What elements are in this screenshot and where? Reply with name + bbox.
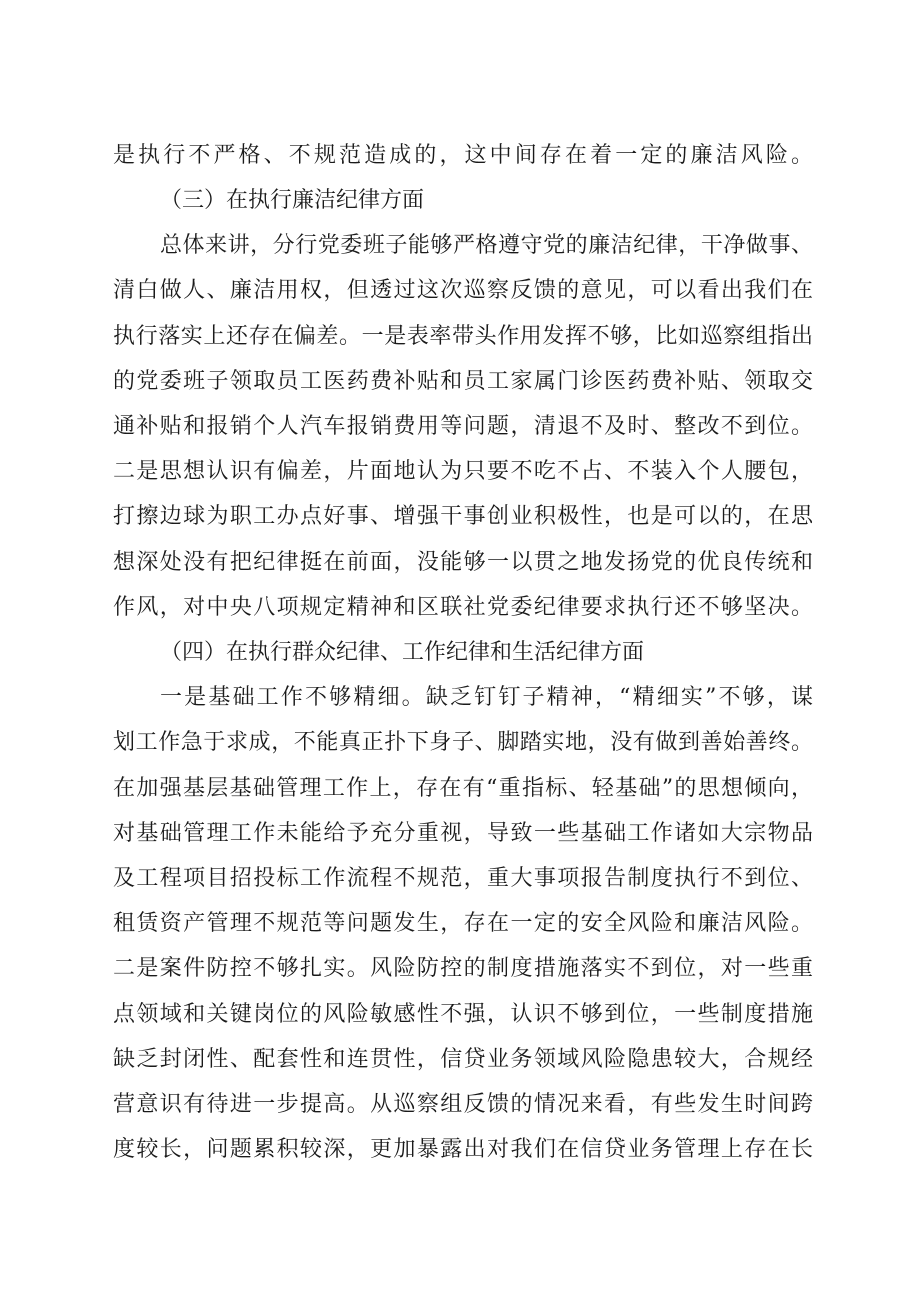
paragraph-line: 租赁资产管理不规范等问题发生，存在一定的安全风险和廉洁风险。 <box>113 911 813 936</box>
paragraph-line: 想深处没有把纪律挺在前面，没能够一以贯之地发扬党的优良传统和 <box>113 550 813 575</box>
paragraph-line: 二是思想认识有偏差，片面地认为只要不吃不占、不装入个人腰包， <box>113 459 813 484</box>
paragraph-line: 及工程项目招投标工作流程不规范，重大事项报告制度执行不到位、 <box>113 866 813 891</box>
paragraph-line: 通补贴和报销个人汽车报销费用等问题，清退不及时、整改不到位。 <box>113 414 813 439</box>
paragraph-line: 总体来讲，分行党委班子能够严格遵守党的廉洁纪律，干净做事、 <box>160 233 813 258</box>
paragraph-line: 一是基础工作不够精细。缺乏钉钉子精神，“精细实”不够，谋 <box>160 685 813 710</box>
section-heading-4: （四）在执行群众纪律、工作纪律和生活纪律方面 <box>160 640 645 665</box>
paragraph-line: 对基础管理工作未能给予充分重视，导致一些基础工作诸如大宗物品 <box>113 821 813 846</box>
section-heading-3: （三）在执行廉洁纪律方面 <box>160 188 425 213</box>
text-line-continuation: 是执行不严格、不规范造成的，这中间存在着一定的廉洁风险。 <box>113 143 813 168</box>
paragraph-line: 二是案件防控不够扎实。风险防控的制度措施落实不到位，对一些重 <box>113 956 813 981</box>
paragraph-line: 在加强基层基础管理工作上，存在有“重指标、轻基础”的思想倾向， <box>113 776 813 801</box>
paragraph-line: 的党委班子领取员工医药费补贴和员工家属门诊医药费补贴、领取交 <box>113 369 813 394</box>
paragraph-line: 作风，对中央八项规定精神和区联社党委纪律要求执行还不够坚决。 <box>113 595 813 620</box>
paragraph-line: 营意识有待进一步提高。从巡察组反馈的情况来看，有些发生时间跨 <box>113 1092 813 1117</box>
paragraph-line: 划工作急于求成，不能真正扑下身子、脚踏实地，没有做到善始善终。 <box>113 730 813 755</box>
paragraph-line: 缺乏封闭性、配套性和连贯性，信贷业务领域风险隐患较大，合规经 <box>113 1047 813 1072</box>
paragraph-line: 度较长，问题累积较深，更加暴露出对我们在信贷业务管理上存在长 <box>113 1137 813 1162</box>
paragraph-line: 执行落实上还存在偏差。一是表率带头作用发挥不够，比如巡察组指出 <box>113 324 813 349</box>
paragraph-line: 清白做人、廉洁用权，但透过这次巡察反馈的意见，可以看出我们在 <box>113 278 813 303</box>
paragraph-line: 打擦边球为职工办点好事、增强干事创业积极性，也是可以的，在思 <box>113 504 813 529</box>
paragraph-line: 点领域和关键岗位的风险敏感性不强，认识不够到位，一些制度措施 <box>113 1002 813 1027</box>
